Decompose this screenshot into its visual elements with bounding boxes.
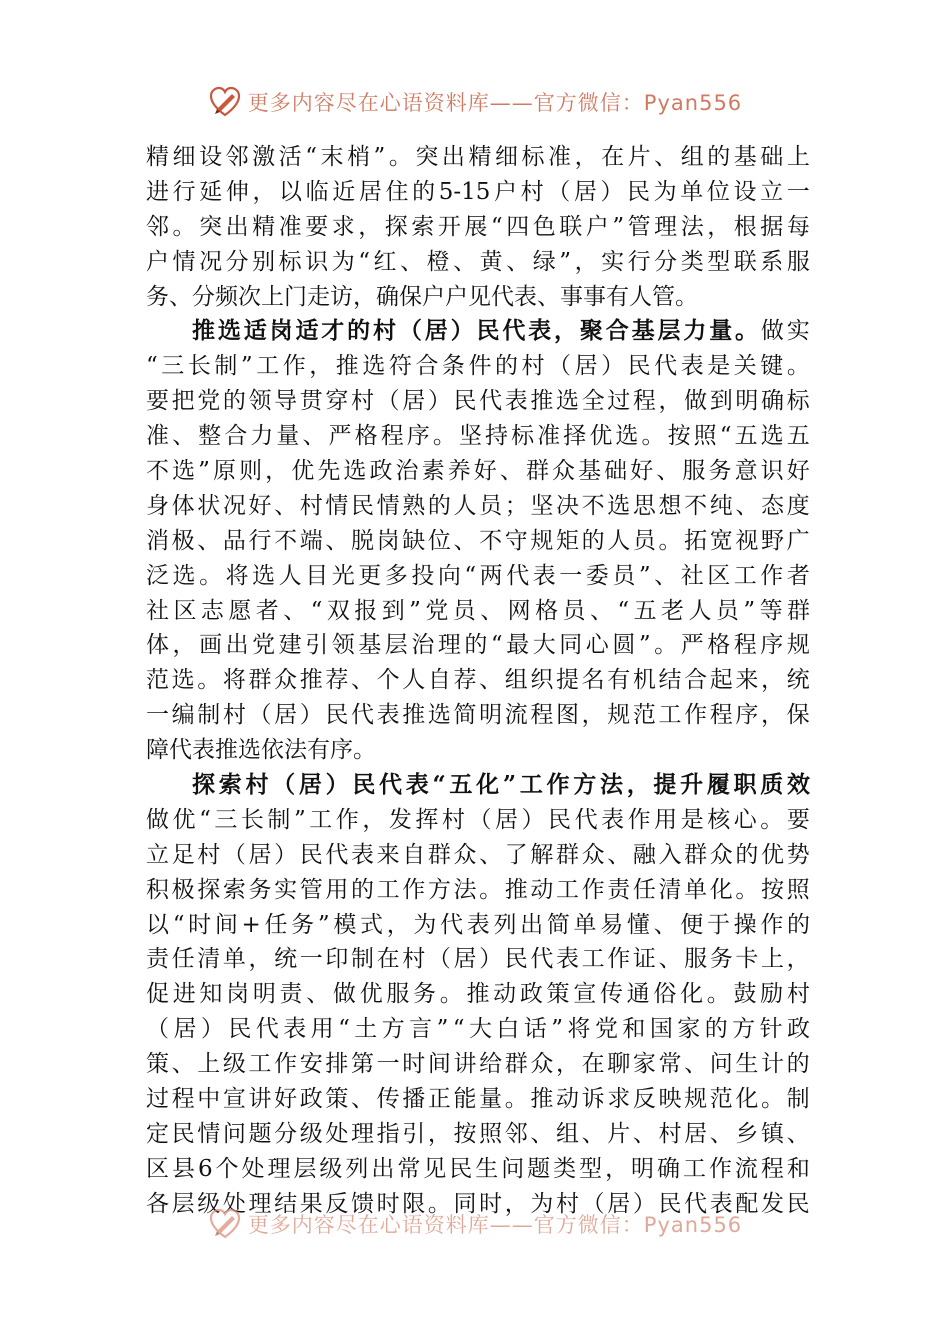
document-body <box>146 140 810 1222</box>
text-line: 障 代 表 推 选 依 法 有 序 。 <box>146 737 376 764</box>
text-line: 探 索 村 （ 居 ） 民 代 表 “ 五 化 ” 工 作 方 法 ， 提 升 履 职 质 效 <box>192 771 810 799</box>
text-line: 不 选 ” 原 则 ， 优 先 选 政 治 素 养 好 、 群 众 基 础 好 、 服 务 意 识 好 <box>146 458 810 485</box>
text-line: 立 足 村 （ 居 ） 民 代 表 来 自 群 众 、 了 解 群 众 、 融 入 群 众 的 优 势 <box>146 841 810 868</box>
text-line: 推 选 适 岗 适 才 的 村 （ 居 ） 民 代 表 ， 聚 合 基 层 力 量 。 做 实 <box>192 317 810 345</box>
text-line: 户 情 况 分 别 标 识 为 “ 红 、 橙 、 黄 、 绿 ” ， 实 行 分 类 型 联 系 服 <box>146 248 810 275</box>
text-line: 准 、 整 合 力 量 、 严 格 程 序 。 坚 持 标 准 择 优 选 。 按 照 “ 五 选 五 <box>146 423 810 450</box>
text-line: 做 优 “ 三 长 制 ” 工 作 ， 发 挥 村 （ 居 ） 民 代 表 作 用 是 核 心 。 要 <box>146 806 810 833</box>
text-line: 积 极 探 索 务 实 管 用 的 工 作 方 法 。 推 动 工 作 责 任 清 单 化 。 按 照 <box>146 876 810 903</box>
text-line: 一 编 制 村 （ 居 ） 民 代 表 推 选 简 明 流 程 图 ， 规 范 工 作 程 序 ， 保 <box>146 702 810 729</box>
header-watermark <box>0 82 950 122</box>
footer-watermark-text: 更多内容尽在心语资料库——官方微信：Pyan556 <box>247 1213 743 1237</box>
text-line: 务 、 分 频 次 上 门 走 访 ， 确 保 户 户 见 代 表 、 事 事 有 人 管 。 <box>146 283 698 310</box>
text-line: 精 细 设 邻 激 活 “ 末 梢 ” 。 突 出 精 细 标 准 ， 在 片 、 组 的 基 础 上 <box>146 144 810 170</box>
text-line: 进 行 延 伸 ， 以 临 近 居 住 的 5-15 户 村 （ 居 ） 民 为 单 位 设 立 一 <box>146 178 810 205</box>
text-line: 泛 选 。 将 选 人 目 光 更 多 投 向 “ 两 代 表 一 委 员 ” 、 社 区 工 作 者 <box>146 562 810 589</box>
heart-pen-logo-icon <box>208 1207 242 1241</box>
text-line: （ 居 ） 民 代 表 用 “ 土 方 言 ” “ 大 白 话 ” 将 党 和 国 家 的 方 针 政 <box>146 1016 810 1043</box>
text-line: 社 区 志 愿 者 、 “ 双 报 到 ” 党 员 、 网 格 员 、 “ 五 老 人 员 ” 等 群 <box>146 597 810 624</box>
text-line: 范 选 。 将 群 众 推 荐 、 个 人 自 荐 、 组 织 提 名 有 机 结 合 起 来 ， 统 <box>146 667 810 694</box>
text-line: 促 进 知 岗 明 责 、 做 优 服 务 。 推 动 政 策 宣 传 通 俗 化 。 鼓 励 村 <box>146 981 810 1008</box>
text-line: 邻 。 突 出 精 准 要 求 ， 探 索 开 展 “ 四 色 联 户 ” 管 理 法 ， 根 据 每 <box>146 213 810 240</box>
text-line: 定 民 情 问 题 分 级 处 理 指 引 ， 按 照 邻 、 组 、 片 、 村 居 、 乡 镇 、 <box>146 1120 810 1147</box>
text-line: 策 、 上 级 工 作 安 排 第 一 时 间 讲 给 群 众 ， 在 聊 家 常 、 问 生 计 的 <box>146 1051 810 1078</box>
text-line: 以 “ 时 间 + 任 务 ” 模 式 ， 为 代 表 列 出 简 单 易 懂 、 便 于 操 作 的 <box>146 911 810 938</box>
text-line: 要 把 党 的 领 导 贯 穿 村 （ 居 ） 民 代 表 推 选 全 过 程 ， 做 到 明 确 标 <box>146 388 810 415</box>
text-line: “ 三 长 制 ” 工 作 ， 推 选 符 合 条 件 的 村 （ 居 ） 民 代 表 是 关 键 。 <box>146 353 810 380</box>
text-line: 过 程 中 宣 讲 好 政 策 、 传 播 正 能 量 。 推 动 诉 求 反 映 规 范 化 。 制 <box>146 1086 810 1113</box>
text-line: 区 县 6 个 处 理 层 级 列 出 常 见 民 生 问 题 类 型 ， 明 确 工 作 流 程 和 <box>146 1155 810 1182</box>
header-watermark-text: 更多内容尽在心语资料库——官方微信：Pyan556 <box>247 91 743 115</box>
text-line: 身 体 状 况 好 、 村 情 民 情 熟 的 人 员 ； 坚 决 不 选 思 想 不 纯 、 态 度 <box>146 492 810 519</box>
text-line: 消 极 、 品 行 不 端 、 脱 岗 缺 位 、 不 守 规 矩 的 人 员 。 拓 宽 视 野 广 <box>146 527 810 554</box>
heart-pen-logo-icon <box>208 85 242 119</box>
text-line: 各 层 级 处 理 结 果 反 馈 时 限 。 同 时 ， 为 村 （ 居 ） 民 代 表 配 发 民 <box>146 1190 810 1217</box>
text-line: 责 任 清 单 ， 统 一 印 制 在 村 （ 居 ） 民 代 表 工 作 证 、 服 务 卡 上 ， <box>146 946 810 973</box>
footer-watermark <box>0 1204 950 1244</box>
text-line: 体 ， 画 出 党 建 引 领 基 层 治 理 的 “ 最 大 同 心 圆 ” 。 严 格 程 序 规 <box>146 632 810 659</box>
